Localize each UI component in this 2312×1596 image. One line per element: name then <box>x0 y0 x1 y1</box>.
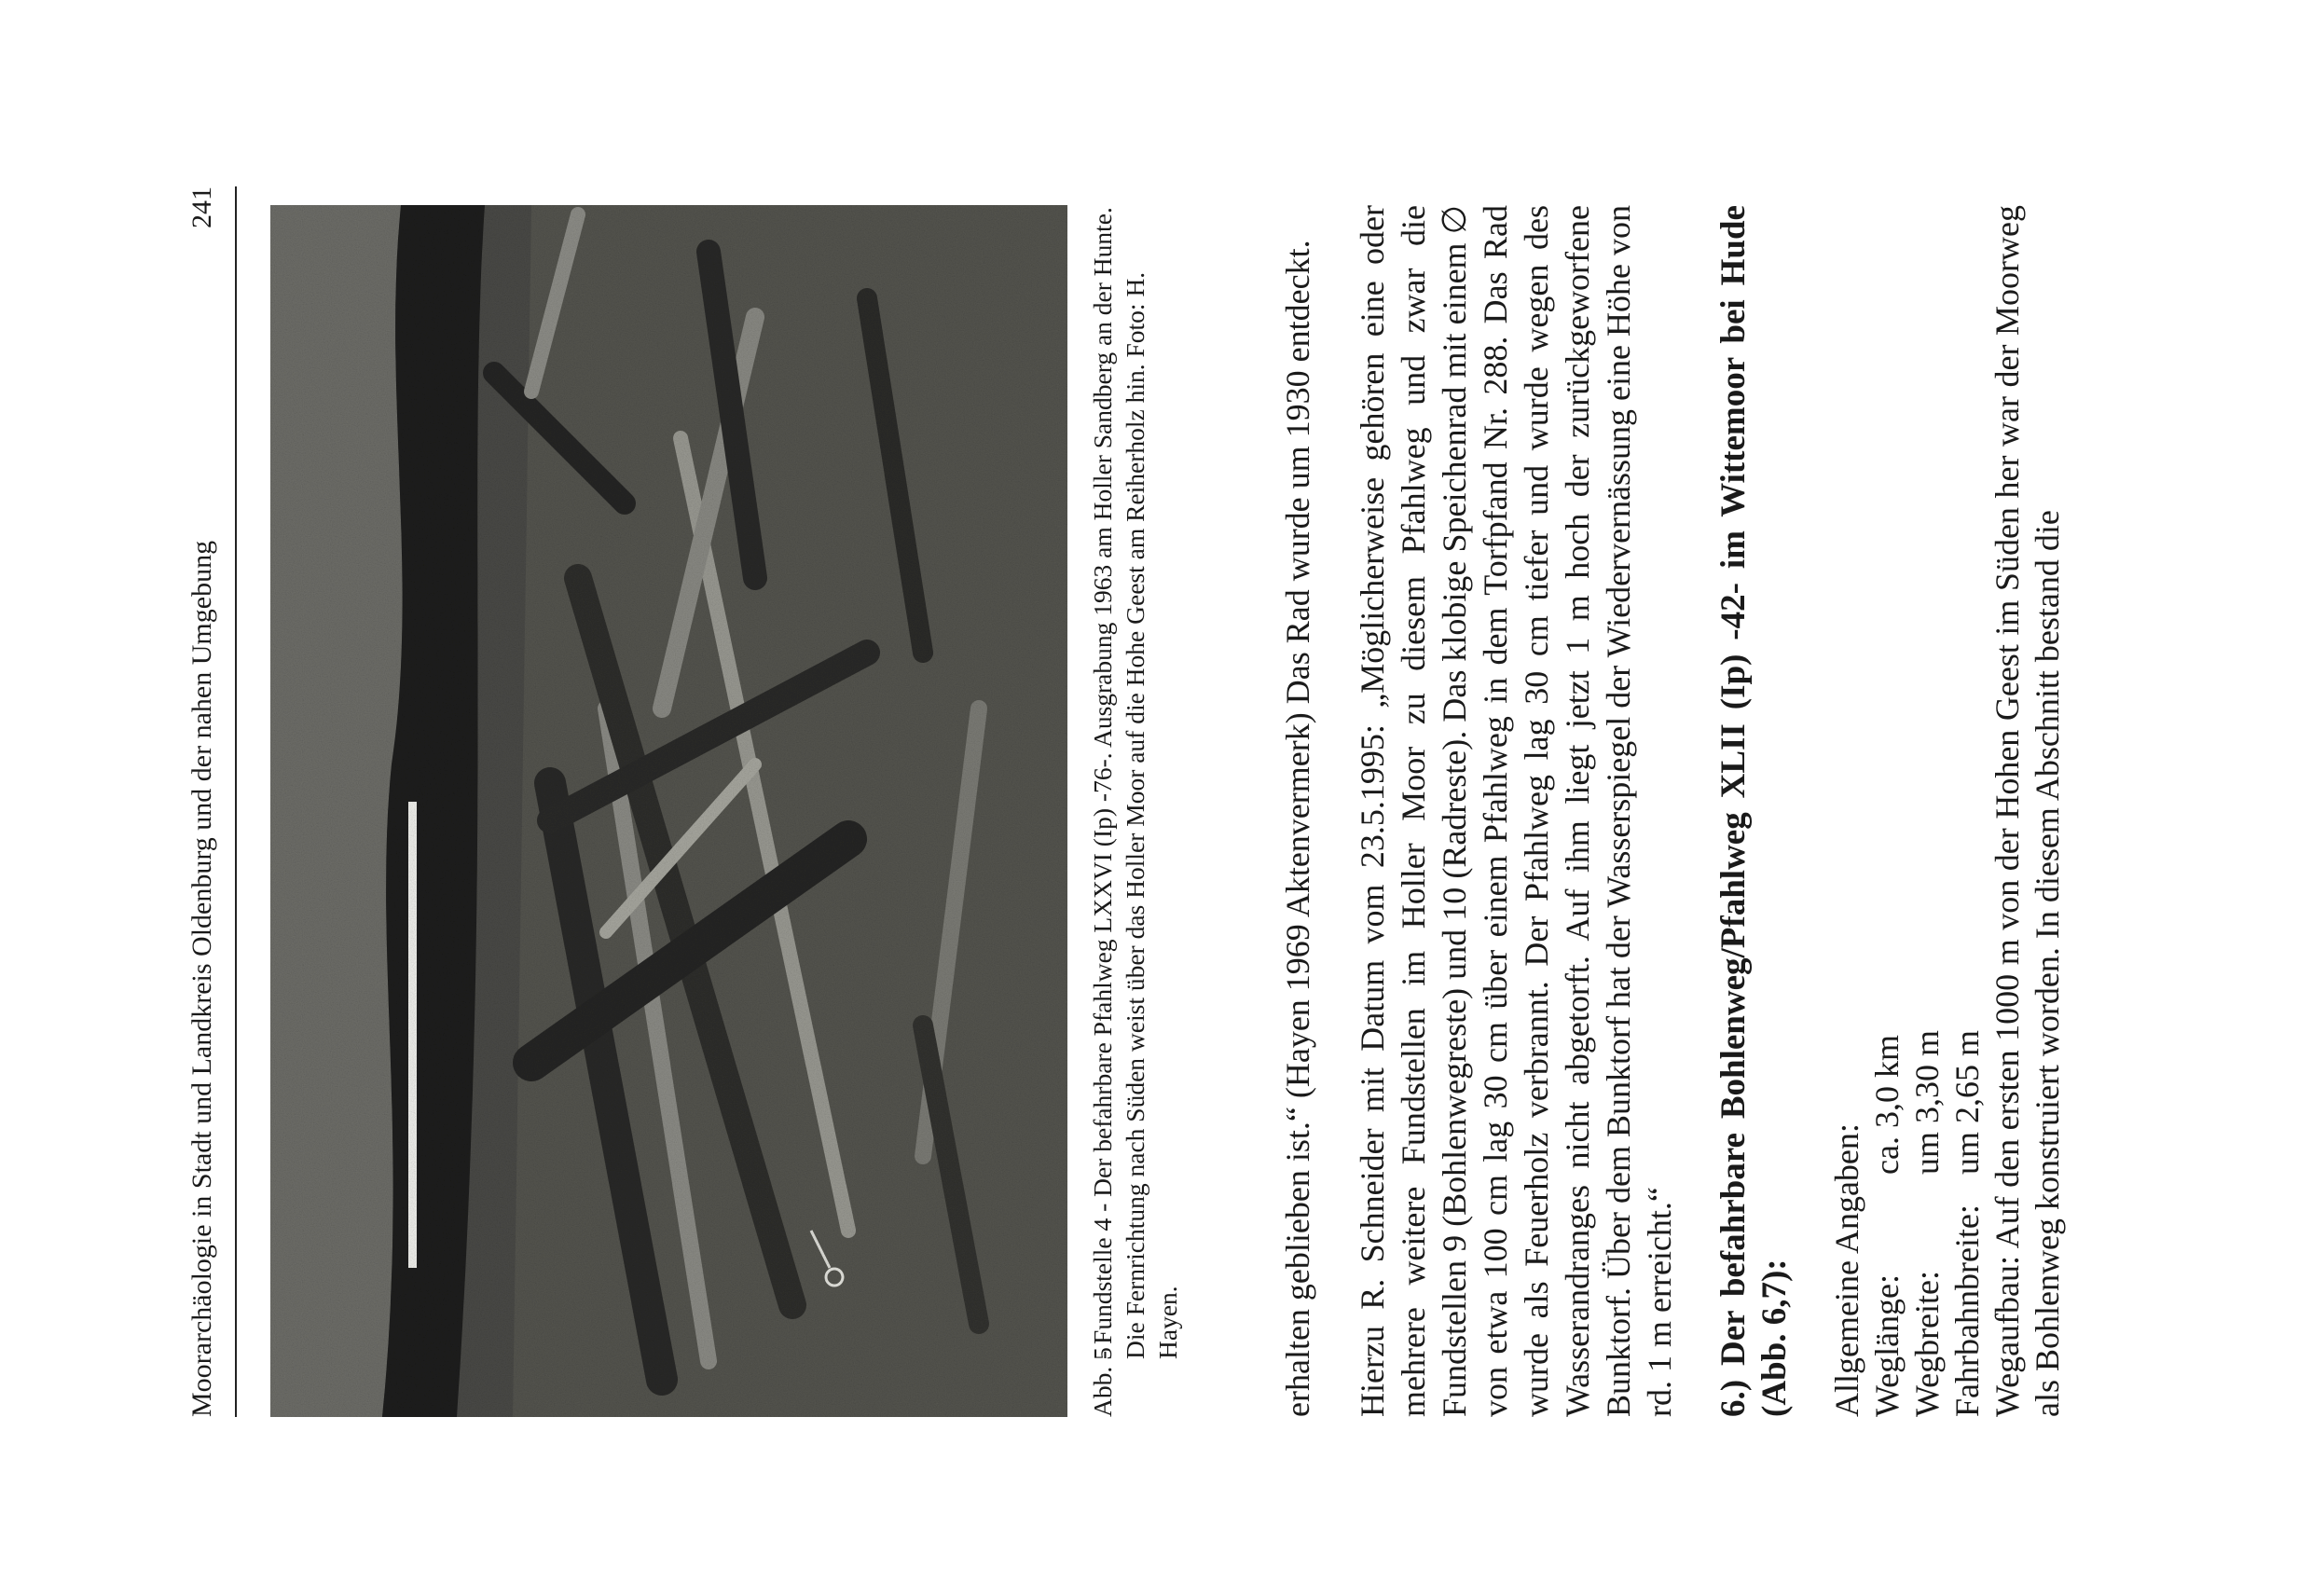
body-text <box>1277 205 2068 1417</box>
spec-key: Wegbreite: <box>1908 1270 1946 1417</box>
header-rule <box>235 186 237 1417</box>
spec-key: Fahrbahnbreite: <box>1948 1204 1986 1417</box>
spec-aufbau: Wegaufbau: Auf den ersten 1000 m von der Hohen Geest im Süden her war der Moorweg als Bohlenweg konstruiert worden. In diesem Abschnitt bestand die <box>1989 205 2066 1417</box>
paragraph-continued: erhalten geblieben ist.“ (Hayen 1969 Aktenvermerk) Das Rad wurde um 1930 entdeckt. <box>1279 240 1316 1417</box>
rotated-page <box>177 186 2098 1417</box>
spec-row <box>1947 205 1988 1417</box>
spec-value: ca. 3,0 km <box>1868 1035 1906 1175</box>
figure-caption <box>1086 205 1184 1417</box>
section-heading: 6.) Der befahrbare Bohlenweg/Pfahlweg XLII (Ip) -42- im Wittemoor bei Hude (Abb. 6,7): <box>1714 205 1794 1417</box>
figure-label: Abb. 5 <box>1088 1347 1117 1417</box>
spec-key: Weglänge: <box>1868 1273 1906 1417</box>
spec-row <box>1907 205 1947 1417</box>
specs-block <box>1827 205 2068 1417</box>
figure-caption-text: - Fundstelle 4 - Der befahrbare Pfahlweg LXXVI (Ip) -76-. Ausgrabung 1963 am Holler Sandberg an der Hunte. Die Fernrichtung nach Süden weist über das Holler Moor auf die Hohe Geest am Reiherholz hin. Foto: H. Hayen. <box>1088 207 1182 1359</box>
page-number: 241 <box>186 186 217 228</box>
running-header <box>177 186 233 1417</box>
excavation-photo <box>270 205 1067 1417</box>
spec-value: um 2,65 m <box>1948 1029 1986 1175</box>
paragraph-quote-schneider: Hierzu R. Schneider mit Datum vom 23.5.1995: „Möglicherweise gehören eine oder mehrere weitere Fundstellen im Holler Moor zu diesem Pfahlweg und zwar die Fundstellen 9 (Bohlenwegreste) und 10 (Radreste). Das klobige Speichenrad mit einem ∅ von etwa 100 cm lag 30 cm über einem Pfahlweg in dem Torfpfand Nr. 288. Das Rad wurde als Feuerholz verbrannt. Der Pfahlweg lag 30 cm tiefer und wurde wegen des Wasserandranges nicht abgetorft. Auf ihm liegt jetzt 1 m hoch der zurückgeworfene Bunktorf. Über dem Bunktorf hat der Wasserspiegel der Wiedervernässung eine Höhe von rd. 1 m erreicht.“ <box>1354 205 1678 1417</box>
spec-row <box>1867 205 1907 1417</box>
specs-intro: Allgemeine Angaben: <box>1828 1123 1865 1417</box>
running-title: Moorarchäologie in Stadt und Landkreis Oldenburg und der nahen Umgebung <box>186 540 217 1417</box>
spec-value: um 3,30 m <box>1908 1029 1946 1175</box>
